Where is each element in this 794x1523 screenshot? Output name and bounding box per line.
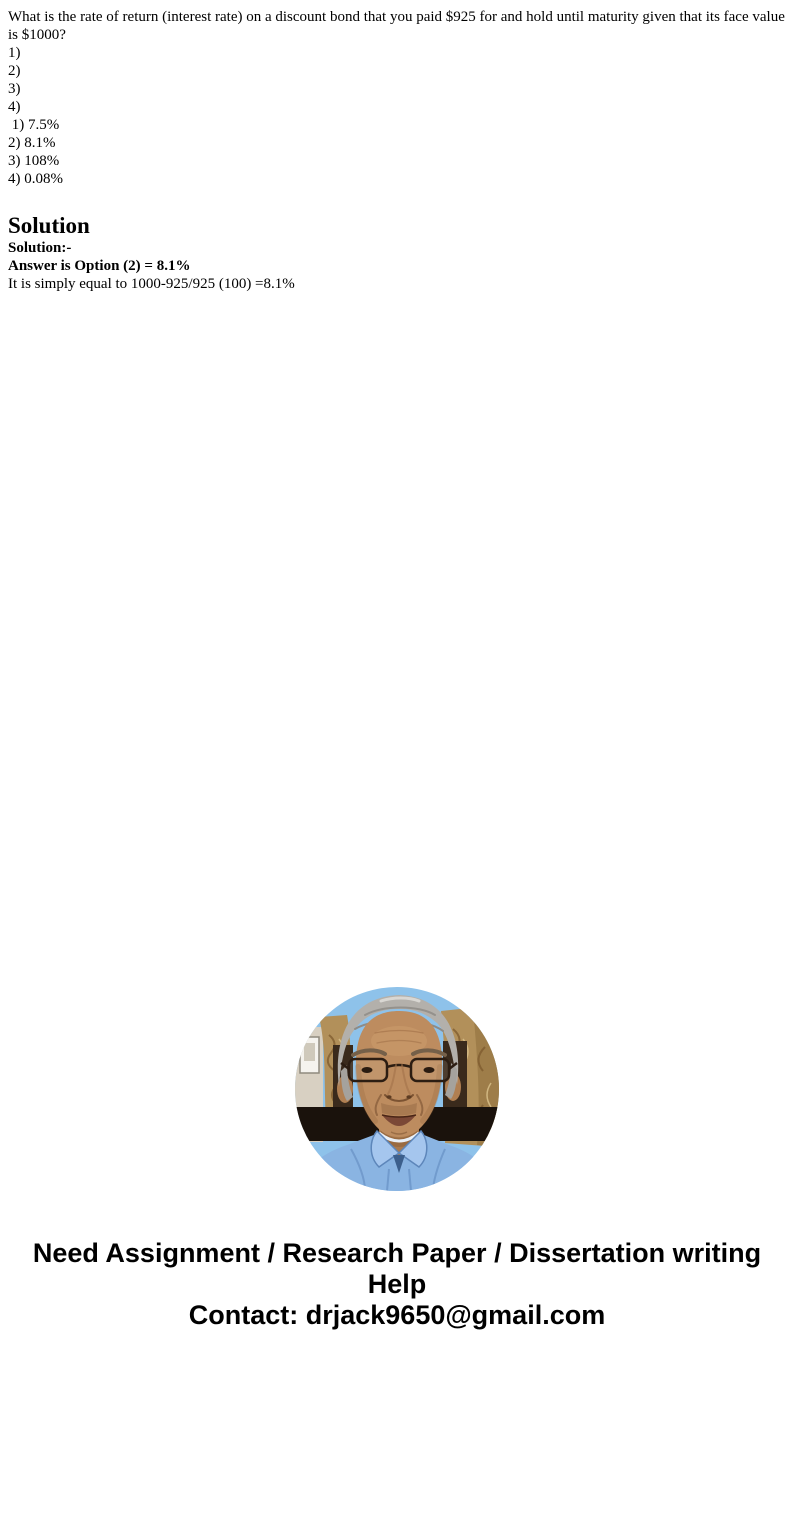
option-stub-3: 3) [8,81,21,97]
solution-answer-line: Answer is Option (2) = 8.1% [8,258,191,274]
footer-contact-text: Contact: drjack9650@gmail.com [188,1300,606,1330]
solution-heading: Solution [8,213,90,238]
footer-help-text: Need Assignment / Research Paper / Dissertation writing Help [32,1238,762,1299]
tutor-photo [295,987,499,1191]
answer-option-4: 4) 0.08% [8,171,63,187]
option-stub-1: 1) [8,45,21,61]
answer-option-1: 1) 7.5% [8,117,60,133]
question-text: What is the rate of return (interest rate) on a discount bond that you paid $925 for and hold until maturity given that its face value is $1000? [8,9,785,43]
solution-explanation: It is simply equal to 1000-925/925 (100) =8.1% [8,276,295,292]
option-stub-4: 4) [8,99,21,115]
answer-option-2: 2) 8.1% [8,135,56,151]
footer-banner [8,1238,786,1331]
solution-subheading: Solution:- [8,240,72,256]
answer-option-3: 3) 108% [8,153,60,169]
tutor-avatar [295,987,499,1191]
option-stub-2: 2) [8,63,21,79]
